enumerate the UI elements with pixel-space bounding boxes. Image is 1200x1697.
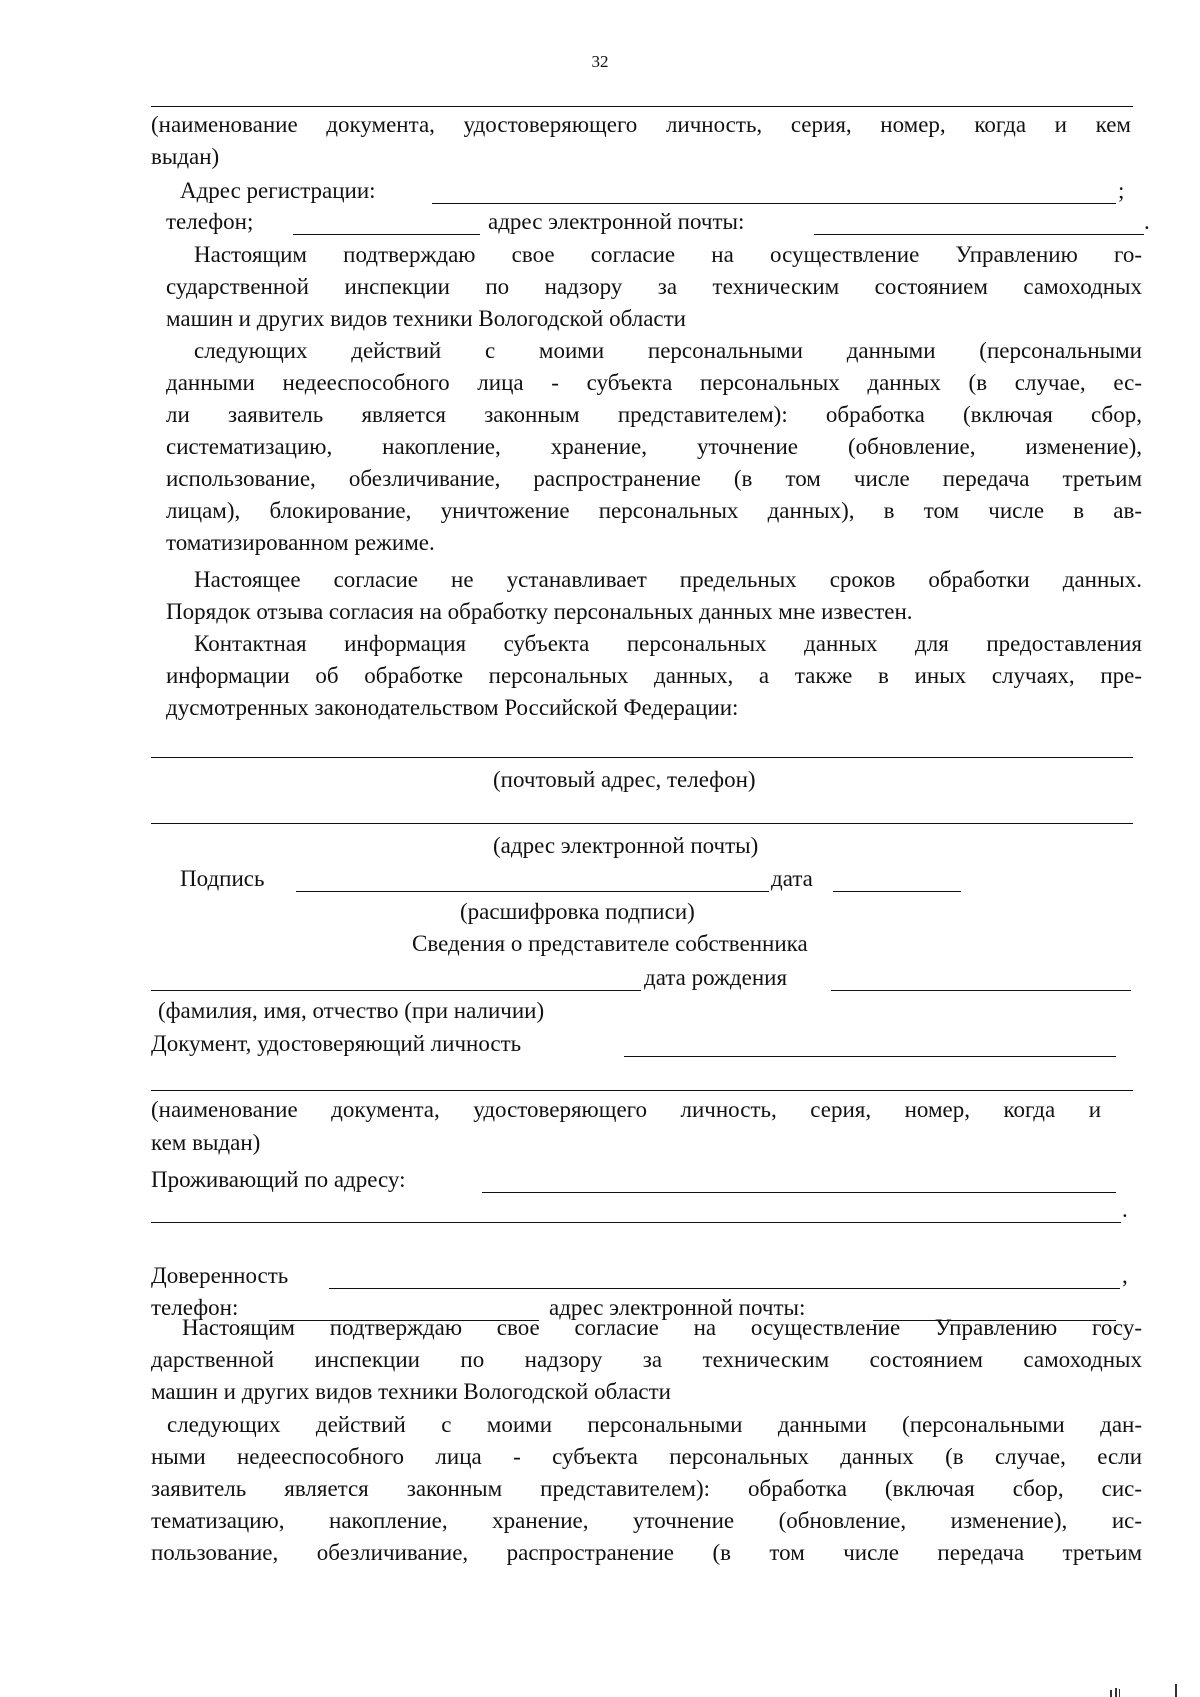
- power-of-attorney-label: Доверенность: [151, 1263, 289, 1288]
- birth-date-field[interactable]: [831, 990, 1131, 991]
- owner-phone-label: телефон;: [166, 209, 254, 234]
- representative-consent-line-1: Настоящим подтверждаю свое согласие на осуществление Управлению госу-: [182, 1315, 1142, 1340]
- id-document-field-2[interactable]: [151, 1090, 1133, 1091]
- contact-email-caption: (адрес электронной почты): [493, 833, 759, 858]
- owner-email-field[interactable]: [814, 234, 1144, 235]
- id-document-field[interactable]: [624, 1056, 1116, 1057]
- owner-actions-line-2: данными недееспособного лица - субъекта персональных данных (в случае, ес-: [166, 370, 1142, 395]
- owner-actions-line-6: лицам), блокирование, уничтожение персональных данных), в том числе в ав-: [166, 498, 1142, 523]
- owner-actions-line-3: ли заявитель является законным представителем): обработка (включая сбор,: [166, 402, 1142, 427]
- reg-address-label: Адрес регистрации:: [180, 178, 376, 203]
- representative-fio-field[interactable]: [151, 990, 641, 991]
- representative-actions-line-2: ными недееспособного лица - субъекта персональных данных (в случае, если: [151, 1444, 1142, 1469]
- owner-contact-line-3: дусмотренных законодательством Российской Федерации:: [166, 695, 739, 720]
- residence-address-end: .: [1122, 1197, 1128, 1222]
- representative-doc-caption-end: кем выдан): [151, 1130, 261, 1155]
- owner-consent-line-3: машин и других видов техники Вологодской области: [166, 306, 686, 331]
- scan-mark: [1119, 1689, 1120, 1697]
- owner-actions-line-4: систематизацию, накопление, хранение, уточнение (обновление, изменение),: [166, 434, 1142, 459]
- owner-term-line-2: Порядок отзыва согласия на обработку персональных данных мне известен.: [166, 599, 913, 624]
- contact-email-field[interactable]: [151, 823, 1133, 824]
- owner-contact-line-2: информации об обработке персональных данных, а также в иных случаях, пре-: [166, 663, 1142, 688]
- owner-phone-field[interactable]: [293, 234, 480, 235]
- representative-doc-caption: (наименование документа, удостоверяющего личность, серия, номер, когда и: [151, 1097, 1101, 1122]
- representative-actions-line-4: тематизацию, накопление, хранение, уточнение (обновление, изменение), ис-: [151, 1508, 1142, 1533]
- signature-field[interactable]: [296, 891, 769, 892]
- signature-label: Подпись: [180, 866, 265, 891]
- postal-address-caption: (почтовый адрес, телефон): [493, 767, 756, 792]
- owner-doc-caption: (наименование документа, удостоверяющего личность, серия, номер, когда и кем: [151, 112, 1131, 137]
- scan-mark: [1115, 1688, 1117, 1697]
- representative-actions-line-1: следующих действий с моими персональными данными (персональными дан-: [167, 1412, 1142, 1437]
- signature-date-field[interactable]: [833, 891, 961, 892]
- representative-consent-line-2: дарственной инспекции по надзору за техническим состоянием самоходных: [151, 1347, 1142, 1372]
- owner-consent-line-1: Настоящим подтверждаю свое согласие на осуществление Управлению го-: [194, 242, 1142, 267]
- owner-actions-line-1: следующих действий с моими персональными данными (персональными: [194, 338, 1142, 363]
- signature-date-label: дата: [771, 866, 813, 891]
- owner-actions-line-5: использование, обезличивание, распространение (в том числе передача третьим: [166, 466, 1142, 491]
- owner-doc-caption-end: выдан): [151, 144, 220, 169]
- reg-address-end: ;: [1118, 178, 1125, 203]
- signature-caption: (расшифровка подписи): [460, 899, 695, 924]
- power-of-attorney-field[interactable]: [329, 1288, 1120, 1289]
- owner-contact-line-1: Контактная информация субъекта персональных данных для предоставления: [194, 631, 1142, 656]
- owner-term-line-1: Настоящее согласие не устанавливает предельных сроков обработки данных.: [194, 567, 1142, 592]
- postal-address-field[interactable]: [151, 757, 1133, 758]
- owner-consent-line-2: сударственной инспекции по надзору за техническим состоянием самоходных: [166, 274, 1142, 299]
- owner-email-end: .: [1144, 209, 1150, 234]
- representative-fio-caption: (фамилия, имя, отчество (при наличии): [158, 998, 545, 1023]
- page-number: 32: [591, 52, 609, 71]
- power-of-attorney-end: ,: [1122, 1263, 1128, 1288]
- representative-actions-line-5: пользование, обезличивание, распространение (в том числе передача третьим: [151, 1540, 1142, 1565]
- representative-actions-line-3: заявитель является законным представителем): обработка (включая сбор, сис-: [151, 1476, 1142, 1501]
- residence-address-field[interactable]: [482, 1192, 1116, 1193]
- owner-actions-line-7: томатизированном режиме.: [166, 530, 435, 555]
- owner-email-label: адрес электронной почты:: [488, 209, 745, 234]
- residence-address-label: Проживающий по адресу:: [151, 1167, 406, 1192]
- birth-date-label: дата рождения: [644, 965, 788, 990]
- representative-email-label: адрес электронной почты:: [549, 1295, 806, 1320]
- representative-consent-line-3: машин и других видов техники Вологодской области: [151, 1379, 671, 1404]
- top-rule: [151, 106, 1133, 107]
- id-document-label: Документ, удостоверяющий личность: [151, 1031, 522, 1056]
- residence-address-field-2[interactable]: [151, 1222, 1121, 1223]
- representative-phone-label: телефон:: [151, 1295, 239, 1320]
- reg-address-field[interactable]: [432, 203, 1116, 204]
- representative-heading: Сведения о представителе собственника: [412, 931, 808, 956]
- scan-mark: [1175, 1684, 1177, 1697]
- scan-mark: [1110, 1690, 1112, 1697]
